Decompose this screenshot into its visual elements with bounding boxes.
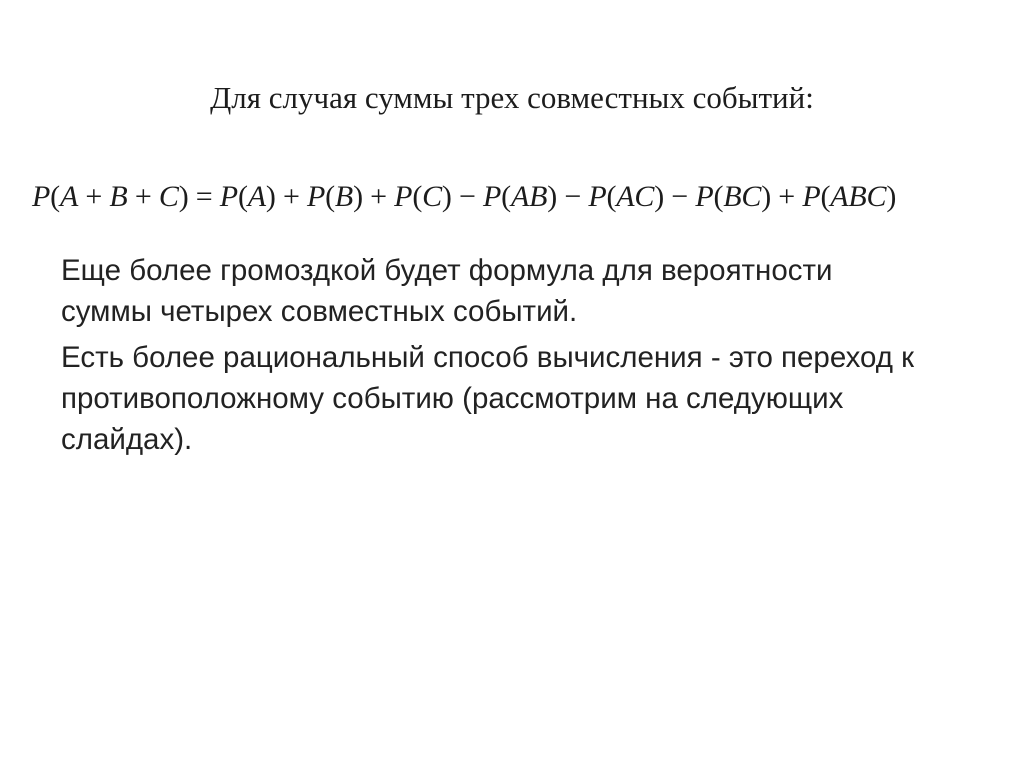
paragraph-line: слайдах). <box>61 423 193 456</box>
formula-operator: ( <box>713 180 724 213</box>
formula-operator: ( <box>325 180 335 213</box>
formula-symbol: P <box>588 180 607 213</box>
formula-symbol: P <box>695 180 714 213</box>
paragraph-line: противоположному событию (рассмотрим на следующих <box>61 382 844 415</box>
formula-symbol: B <box>109 180 128 213</box>
paragraph-line: суммы четырех совместных событий. <box>61 295 578 328</box>
formula-operator: ( <box>50 180 60 213</box>
formula-symbol: B <box>334 180 354 213</box>
formula-operator: ) + <box>761 180 803 213</box>
formula-operator: ) − <box>654 180 696 213</box>
formula-symbol: P <box>802 180 821 213</box>
formula-symbol: ABC <box>830 180 887 213</box>
formula-symbol: BC <box>723 180 762 213</box>
formula-operator: ( <box>237 180 248 213</box>
formula-symbol: P <box>219 180 238 213</box>
formula-operator: ( <box>412 180 423 213</box>
formula-operator: ) <box>886 180 897 213</box>
formula-symbol: C <box>158 180 179 213</box>
formula-operator: ) + <box>265 180 307 213</box>
slide-title: Для случая суммы трех совместных событий: <box>210 80 814 115</box>
formula-symbol: C <box>422 180 442 213</box>
formula-symbol: P <box>32 180 51 213</box>
formula-sum-three-events <box>32 180 992 214</box>
formula-symbol: P <box>394 180 413 213</box>
formula-operator: ) + <box>353 180 395 213</box>
formula-symbol: AB <box>510 180 548 213</box>
formula-operator: + <box>127 180 159 213</box>
formula-symbol: AC <box>616 180 655 213</box>
formula-operator: + <box>78 180 110 213</box>
formula-operator: ) − <box>547 180 589 213</box>
formula-operator: ) = <box>178 180 220 213</box>
formula-symbol: A <box>247 180 266 213</box>
formula-operator: ( <box>606 180 617 213</box>
paragraph-line: Есть более рациональный способ вычисления - это переход к <box>61 341 915 374</box>
formula-operator: ) − <box>441 180 484 213</box>
formula-operator: ( <box>820 180 831 213</box>
paragraph-rational-method <box>61 337 981 460</box>
formula-symbol: P <box>306 180 326 213</box>
paragraph-line: Еще более громоздкой будет формула для вероятности <box>61 254 833 287</box>
formula-operator: ( <box>501 180 511 213</box>
formula-symbol: P <box>483 180 502 213</box>
formula-symbol: A <box>59 180 79 213</box>
paragraph-four-events <box>61 250 981 332</box>
